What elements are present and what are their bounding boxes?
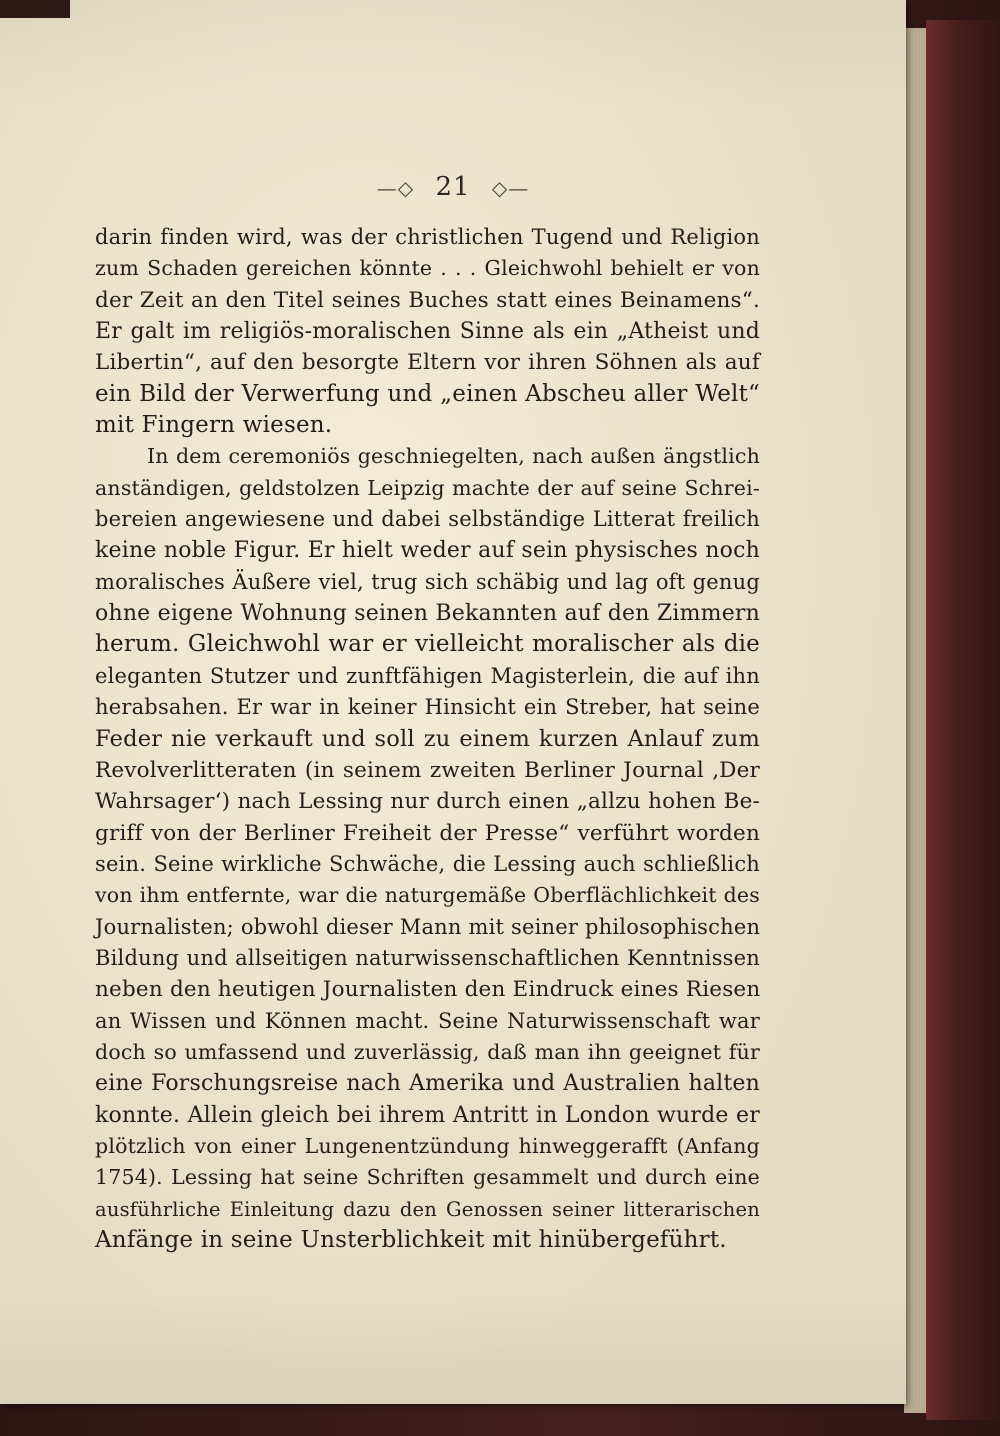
page-stack-edge <box>904 28 926 1413</box>
header-ornament-left: —◇ <box>376 176 415 200</box>
text-line: sein. Seine wirkliche Schwäche, die Lessing auch schließlich <box>95 851 760 876</box>
text-line: griff von der Berliner Freiheit der Presse“ verführt worden <box>95 820 760 846</box>
text-line: bereien angewiesene und dabei selbständige Litterat freilich <box>95 507 760 532</box>
page-header <box>0 172 906 202</box>
text-line: doch so umfassend und zuverlässig, daß man ihn geeignet für <box>95 1039 760 1064</box>
text-line: neben den heutigen Journalisten den Eindruck eines Riesen <box>95 977 761 1003</box>
header-ornament-right: ◇— <box>491 176 530 200</box>
text-line: Libertin“, auf den besorgte Eltern vor ihren Söhnen als auf <box>95 350 760 376</box>
text-line: Revolverlitteraten (in seinem zweiten Berliner Journal ‚Der <box>95 757 760 783</box>
text-line: der Zeit an den Titel seines Buches statt eines Beinamens“. <box>95 287 760 313</box>
text-line: herum. Gleichwohl war er vielleicht moralischer als die <box>95 631 760 658</box>
text-line: plötzlich von einer Lungenentzündung hinweggerafft (Anfang <box>95 1133 760 1158</box>
text-line: Journalisten; obwohl dieser Mann mit seiner philosophischen <box>95 914 761 939</box>
text-line: anständigen, geldstolzen Leipzig machte der auf seine Schrei- <box>95 475 760 500</box>
book-cover-edge <box>926 20 1000 1420</box>
text-line: eleganten Stutzer und zunftfähigen Magisterlein, die auf ihn <box>95 663 760 688</box>
body-text <box>95 222 760 1256</box>
corner-shadow <box>0 0 70 18</box>
text-line: Feder nie verkauft und soll zu einem kurzen Anlauf zum <box>95 725 760 752</box>
text-line: ausführliche Einleitung dazu den Genossen seiner litterarischen <box>95 1197 760 1221</box>
text-line: konnte. Allein gleich bei ihrem Antritt in London wurde er <box>95 1102 760 1128</box>
text-line: keine noble Figur. Er hielt weder auf sein physisches noch <box>95 538 760 564</box>
text-line: In dem ceremoniös geschniegelten, nach außen ängstlich <box>147 444 760 469</box>
text-line: moralisches Äußere viel, trug sich schäbig und lag oft genug <box>95 569 760 594</box>
text-line: eine Forschungsreise nach Amerika und Australien halten <box>95 1071 760 1097</box>
text-line: ohne eigene Wohnung seinen Bekannten auf den Zimmern <box>95 601 760 627</box>
text-line: Bildung und allseitigen naturwissenschaftlichen Kenntnissen <box>95 945 760 970</box>
text-line: ein Bild der Verwerfung und „einen Abscheu aller Welt“ <box>95 380 760 407</box>
text-line: Anfänge in seine Unsterblichkeit mit hinübergeführt. <box>95 1227 727 1253</box>
text-line: Er galt im religiös-moralischen Sinne als ein „Atheist und <box>95 319 760 345</box>
text-line: herabsahen. Er war in keiner Hinsicht ein Streber, hat seine <box>95 695 760 720</box>
text-line: an Wissen und Können macht. Seine Naturwissenschaft war <box>95 1008 760 1033</box>
text-line: von ihm entfernte, war die naturgemäße Oberflächlichkeit des <box>95 883 760 908</box>
text-line: 1754). Lessing hat seine Schriften gesammelt und durch eine <box>95 1165 760 1190</box>
text-line: darin finden wird, was der christlichen Tugend und Religion <box>95 225 760 249</box>
text-line: mit Fingern wiesen. <box>95 412 333 439</box>
text-line: zum Schaden gereichen könnte . . . Gleichwohl behielt er von <box>95 256 760 281</box>
text-line: Wahrsager‘) nach Lessing nur durch einen „allzu hohen Be- <box>95 789 760 815</box>
page-number: 21 <box>435 172 471 202</box>
